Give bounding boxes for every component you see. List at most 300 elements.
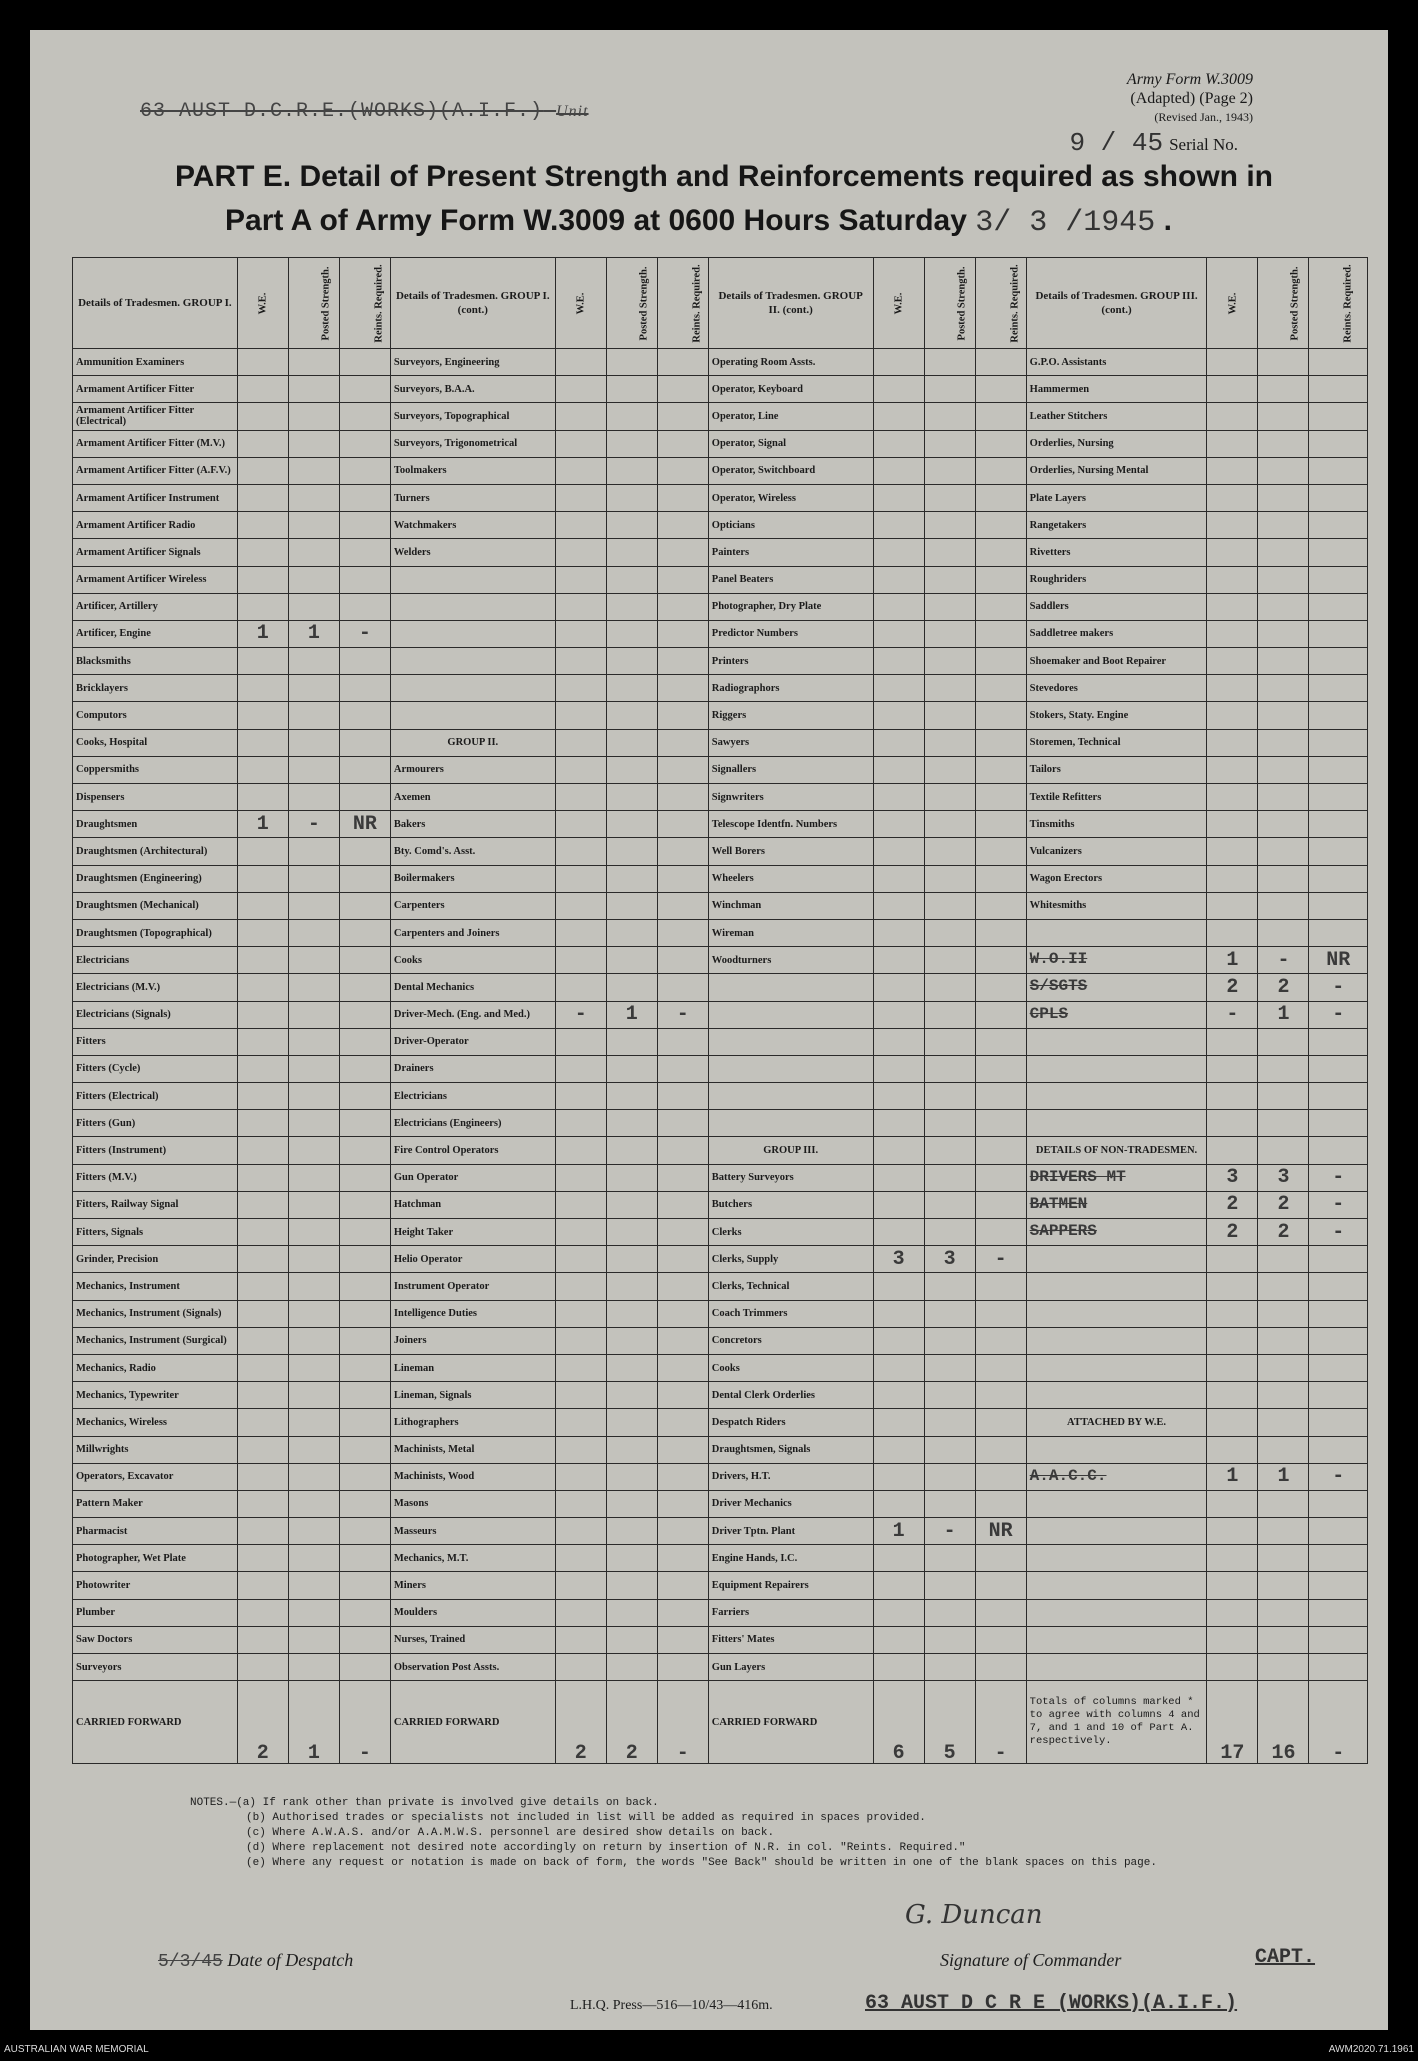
count-cell: [1258, 1246, 1309, 1273]
table-row: [73, 512, 1368, 539]
count-cell: [555, 892, 606, 919]
count-cell: [606, 539, 657, 566]
count-cell: [288, 1463, 339, 1490]
trade-name-cell: [73, 1246, 238, 1273]
count-cell: [1207, 620, 1258, 647]
count-cell: [606, 349, 657, 376]
trade-name: Lithographers: [393, 1416, 459, 1428]
count-cell: [606, 430, 657, 457]
form-number: Army Form W.3009: [1126, 71, 1253, 88]
count-cell: [657, 1572, 708, 1599]
trade-name-cell: [73, 1327, 238, 1354]
count-cell: [657, 1436, 708, 1463]
total-cell: 1: [288, 1681, 339, 1764]
count-cell: [288, 430, 339, 457]
count-cell: [657, 430, 708, 457]
trade-name-cell: [73, 1409, 238, 1436]
trade-name-cell: [708, 1382, 873, 1409]
count-cell: [555, 648, 606, 675]
trade-name: Nurses, Trained: [393, 1634, 466, 1646]
count-cell: [606, 1137, 657, 1164]
trade-name: Drivers, H.T.: [711, 1471, 771, 1483]
count-cell: [1207, 729, 1258, 756]
table-row: [73, 648, 1368, 675]
trade-name-cell: [1026, 1055, 1207, 1082]
trade-name: A.A.C.C.: [1029, 1466, 1107, 1485]
count-cell: [288, 1083, 339, 1110]
trade-name-cell: [708, 1028, 873, 1055]
count-cell: [237, 1001, 288, 1028]
trade-name-cell: [708, 566, 873, 593]
trade-name: Photowriter: [76, 1580, 131, 1592]
trade-name-cell: [1026, 1654, 1207, 1681]
totals-note: Totals of columns marked * to agree with columns 4 and 7, and 1 and 10 of Part A. respectively.: [1026, 1681, 1207, 1764]
count-cell: [288, 892, 339, 919]
trade-name-cell: [708, 1300, 873, 1327]
trade-name: DETAILS OF NON-TRADESMEN.: [1035, 1145, 1198, 1157]
trade-name-cell: [708, 1219, 873, 1246]
count-cell: [873, 1300, 924, 1327]
count-cell: [1207, 512, 1258, 539]
count-cell: [237, 512, 288, 539]
count-cell: [1258, 756, 1309, 783]
trade-name: Textile Refitters: [1029, 791, 1102, 803]
count-cell: [288, 648, 339, 675]
trade-name-cell: [708, 1110, 873, 1137]
trade-name-cell: [1026, 974, 1207, 1001]
count-cell: [1258, 566, 1309, 593]
count-cell: [1258, 784, 1309, 811]
trade-name-cell: [73, 1436, 238, 1463]
trade-name-cell: [390, 1083, 555, 1110]
count-cell: [924, 1327, 975, 1354]
count-cell: [555, 838, 606, 865]
form-reference: [1127, 70, 1253, 127]
count-cell: [237, 1382, 288, 1409]
header-we: [237, 258, 288, 349]
count-cell: [975, 403, 1026, 430]
trade-name-cell: [390, 349, 555, 376]
trade-name-cell: [73, 1382, 238, 1409]
table-row: [73, 1300, 1368, 1327]
count-cell: [657, 702, 708, 729]
count-cell: [1207, 1518, 1258, 1545]
count-cell: -: [288, 811, 339, 838]
count-cell: [1309, 403, 1368, 430]
count-cell: [924, 512, 975, 539]
trade-name: Intelligence Duties: [393, 1308, 478, 1320]
count-cell: [924, 1354, 975, 1381]
total-cell: 2: [606, 1681, 657, 1764]
count-cell: [339, 1191, 390, 1218]
count-cell: [924, 1028, 975, 1055]
trade-name: Machinists, Metal: [393, 1444, 475, 1456]
count-cell: [1207, 1382, 1258, 1409]
count-cell: [1258, 1110, 1309, 1137]
count-cell: [873, 1382, 924, 1409]
count-cell: 1: [1258, 1463, 1309, 1490]
count-cell: [924, 1137, 975, 1164]
count-cell: [288, 702, 339, 729]
count-cell: [873, 1055, 924, 1082]
count-cell: [873, 566, 924, 593]
trade-name: Vulcanizers: [1029, 845, 1082, 857]
trade-name-cell: [1026, 1490, 1207, 1517]
count-cell: [606, 1545, 657, 1572]
count-cell: [339, 1463, 390, 1490]
trade-name-cell: [390, 1137, 555, 1164]
trade-name: Blacksmiths: [76, 655, 131, 667]
trade-name-cell: [1026, 729, 1207, 756]
count-cell: [237, 947, 288, 974]
trade-name-cell: [1026, 593, 1207, 620]
trade-name: Armament Artificer Wireless: [76, 574, 207, 586]
trade-name-cell: [708, 1137, 873, 1164]
trade-name-cell: [1026, 784, 1207, 811]
count-cell: [606, 1572, 657, 1599]
trade-name-cell: [708, 1409, 873, 1436]
count-cell: [657, 403, 708, 430]
trade-name-cell: [73, 403, 238, 430]
trade-name: Fitters, Railway Signal: [76, 1199, 179, 1211]
count-cell: [606, 593, 657, 620]
trade-name: Concretors: [711, 1335, 762, 1347]
trade-name: Bty. Comd's. Asst.: [393, 845, 476, 857]
trade-name: Armourers: [393, 764, 444, 776]
count-cell: [1258, 1055, 1309, 1082]
trade-name-cell: [708, 1055, 873, 1082]
count-cell: [555, 1463, 606, 1490]
header-posted: [924, 258, 975, 349]
count-cell: [339, 1599, 390, 1626]
count-cell: 1: [237, 620, 288, 647]
trade-name-cell: [1026, 1083, 1207, 1110]
trade-name: Predictor Numbers: [711, 628, 799, 640]
count-cell: [873, 1463, 924, 1490]
table-row: [73, 838, 1368, 865]
count-cell: [606, 974, 657, 1001]
trade-name: Wheelers: [711, 873, 754, 885]
trade-name-cell: [1026, 1518, 1207, 1545]
trade-name: Artificer, Engine: [76, 628, 151, 640]
count-cell: [1309, 430, 1368, 457]
count-cell: [1309, 1436, 1368, 1463]
trade-name-cell: [73, 484, 238, 511]
count-cell: [237, 974, 288, 1001]
count-cell: [657, 1083, 708, 1110]
total-cell: 16: [1258, 1681, 1309, 1764]
count-cell: [555, 593, 606, 620]
trade-name-cell: [708, 919, 873, 946]
count-cell: [1207, 376, 1258, 403]
trade-name-cell: [1026, 1273, 1207, 1300]
table-row: [73, 1545, 1368, 1572]
table-row: [73, 865, 1368, 892]
trade-name: Cooks: [393, 954, 422, 966]
trade-name-cell: [73, 566, 238, 593]
count-cell: [924, 1382, 975, 1409]
count-cell: [924, 1490, 975, 1517]
trade-name: Surveyors, Topographical: [393, 410, 510, 422]
count-cell: -: [1309, 1463, 1368, 1490]
header-group1-cont: Details of Tradesmen. GROUP I. (cont.): [390, 258, 555, 349]
table-row: [73, 1001, 1368, 1028]
trade-name: Operator, Keyboard: [711, 383, 803, 395]
table-row: [73, 1599, 1368, 1626]
count-cell: [1309, 729, 1368, 756]
trade-name-cell: [73, 648, 238, 675]
count-cell: [873, 1626, 924, 1653]
count-cell: [975, 1490, 1026, 1517]
count-cell: [237, 1654, 288, 1681]
trade-name: Whitesmiths: [1029, 900, 1087, 912]
count-cell: [339, 1083, 390, 1110]
header-reints: [1309, 258, 1368, 349]
count-cell: [339, 403, 390, 430]
count-cell: [657, 974, 708, 1001]
count-cell: [975, 1055, 1026, 1082]
count-cell: [873, 838, 924, 865]
count-cell: [873, 1110, 924, 1137]
trade-name-cell: [708, 484, 873, 511]
count-cell: [975, 620, 1026, 647]
trade-name: Tinsmiths: [1029, 818, 1075, 830]
count-cell: [1258, 1273, 1309, 1300]
count-cell: [975, 729, 1026, 756]
trade-name: Height Taker: [393, 1226, 454, 1238]
trade-name: Masons: [393, 1498, 429, 1510]
count-cell: [606, 784, 657, 811]
header-we-text: W.E.: [575, 292, 587, 315]
count-cell: 2: [1258, 974, 1309, 1001]
form-adapted: (Adapted) (Page 2): [1130, 90, 1253, 107]
trade-name-cell: [390, 1354, 555, 1381]
trade-name: Pattern Maker: [76, 1498, 143, 1510]
trade-name: Armament Artificer Fitter: [76, 383, 195, 395]
carried-forward-label: CARRIED FORWARD: [390, 1681, 555, 1764]
trade-name-cell: [73, 1300, 238, 1327]
count-cell: [873, 403, 924, 430]
trade-name: Telescope Identfn. Numbers: [711, 818, 838, 830]
count-cell: [975, 593, 1026, 620]
trade-name-cell: [390, 376, 555, 403]
count-cell: [606, 457, 657, 484]
count-cell: [555, 539, 606, 566]
count-cell: [555, 403, 606, 430]
count-cell: [237, 349, 288, 376]
table-row: [73, 974, 1368, 1001]
count-cell: [288, 947, 339, 974]
count-cell: [975, 1572, 1026, 1599]
typed-unit-text: 63 AUST D.C.R.E.(WORKS)(A.I.F.): [140, 100, 544, 123]
table-row: [73, 756, 1368, 783]
count-cell: [873, 756, 924, 783]
count-cell: [606, 376, 657, 403]
trade-name-cell: [708, 1083, 873, 1110]
count-cell: [873, 784, 924, 811]
count-cell: [237, 756, 288, 783]
trade-name-cell: [708, 756, 873, 783]
count-cell: [924, 1083, 975, 1110]
trade-name: Electricians (M.V.): [76, 981, 161, 993]
count-cell: [1207, 566, 1258, 593]
commander-rank: CAPT.: [1255, 1946, 1316, 1969]
trade-name-cell: [708, 1654, 873, 1681]
trade-name-cell: [1026, 756, 1207, 783]
trade-name-cell: [73, 919, 238, 946]
count-cell: [975, 1599, 1026, 1626]
count-cell: [1258, 1382, 1309, 1409]
count-cell: [975, 865, 1026, 892]
count-cell: [1207, 403, 1258, 430]
trade-name-cell: [73, 974, 238, 1001]
count-cell: [1258, 702, 1309, 729]
header-posted: [606, 258, 657, 349]
trade-name-cell: [708, 702, 873, 729]
header-reints-text: Reints. Required.: [1009, 264, 1021, 343]
trade-name-cell: [73, 784, 238, 811]
trade-name: Draughtsmen (Topographical): [76, 927, 212, 939]
trade-name: Cooks: [711, 1362, 740, 1374]
table-row: [73, 1219, 1368, 1246]
count-cell: [555, 756, 606, 783]
count-cell: [975, 811, 1026, 838]
count-cell: [339, 1028, 390, 1055]
count-cell: [924, 947, 975, 974]
count-cell: [1309, 1490, 1368, 1517]
note-c: (c) Where A.W.A.S. and/or A.A.M.W.S. personnel are desired show details on back.: [246, 1827, 775, 1839]
count-cell: [339, 1219, 390, 1246]
count-cell: [1207, 919, 1258, 946]
count-cell: [1309, 675, 1368, 702]
trade-name-cell: [708, 1436, 873, 1463]
trade-name: Well Borers: [711, 845, 765, 857]
count-cell: [339, 1545, 390, 1572]
table-row: [73, 1137, 1368, 1164]
trade-name: Surveyors, Trigonometrical: [393, 438, 518, 450]
trade-name: Fitters: [76, 1036, 106, 1048]
trade-name: Panel Beaters: [711, 574, 774, 586]
trade-name: Photographer, Wet Plate: [76, 1552, 186, 1564]
count-cell: [873, 457, 924, 484]
count-cell: [924, 1436, 975, 1463]
count-cell: -: [1309, 1219, 1368, 1246]
trade-name-cell: [1026, 1327, 1207, 1354]
trade-name: Surveyors, Engineering: [393, 356, 500, 368]
count-cell: [555, 1246, 606, 1273]
trade-name: Draughtsmen: [76, 818, 138, 830]
count-cell: [1258, 1083, 1309, 1110]
count-cell: [1309, 1382, 1368, 1409]
trade-name: W.O.II: [1029, 950, 1088, 969]
trade-name-cell: [708, 1518, 873, 1545]
trade-name: Surveyors, B.A.A.: [393, 383, 475, 395]
count-cell: [606, 1654, 657, 1681]
count-cell: [924, 974, 975, 1001]
trade-name-cell: [390, 1110, 555, 1137]
count-cell: NR: [1309, 947, 1368, 974]
trade-name-cell: [708, 539, 873, 566]
count-cell: [975, 1545, 1026, 1572]
trade-name: Saddletree makers: [1029, 628, 1114, 640]
trade-name-cell: [73, 620, 238, 647]
count-cell: [873, 1191, 924, 1218]
trade-name-cell: [1026, 1137, 1207, 1164]
count-cell: [555, 1354, 606, 1381]
trade-name-cell: [708, 1626, 873, 1653]
count-cell: [924, 756, 975, 783]
header-reints-text: Reints. Required.: [1343, 264, 1355, 343]
trade-name-cell: [1026, 865, 1207, 892]
trade-name-cell: [708, 1354, 873, 1381]
count-cell: [657, 1055, 708, 1082]
trade-name: Wireman: [711, 927, 754, 939]
trade-name-cell: [708, 1191, 873, 1218]
trade-name-cell: [1026, 1191, 1207, 1218]
trade-name-cell: [73, 1545, 238, 1572]
trade-name: Winchman: [711, 900, 762, 912]
note-a: NOTES.—(a) If rank other than private is involved give details on back.: [190, 1797, 659, 1809]
count-cell: [555, 1110, 606, 1137]
count-cell: [339, 675, 390, 702]
count-cell: [975, 539, 1026, 566]
count-cell: -: [1309, 1191, 1368, 1218]
count-cell: [1309, 865, 1368, 892]
trade-name-cell: [73, 1028, 238, 1055]
count-cell: [1309, 512, 1368, 539]
trade-name: Operator, Switchboard: [711, 465, 816, 477]
trade-name: Toolmakers: [393, 465, 447, 477]
trade-name: Tailors: [1029, 764, 1061, 776]
count-cell: [606, 892, 657, 919]
trade-name: Plate Layers: [1029, 492, 1086, 504]
count-cell: [606, 1382, 657, 1409]
trade-name: Fitters (Gun): [76, 1117, 136, 1129]
count-cell: [237, 675, 288, 702]
count-cell: [1258, 1626, 1309, 1653]
title-line-2-text: Part A of Army Form W.3009 at 0600 Hours Saturday: [225, 204, 967, 237]
trade-name: Artificer, Artillery: [76, 601, 158, 613]
table-row: [73, 1572, 1368, 1599]
count-cell: [1309, 1028, 1368, 1055]
count-cell: [975, 919, 1026, 946]
count-cell: [657, 1137, 708, 1164]
trade-name: Fire Control Operators: [393, 1145, 499, 1157]
trade-name-cell: [1026, 1572, 1207, 1599]
count-cell: [339, 756, 390, 783]
count-cell: [237, 457, 288, 484]
count-cell: [924, 1654, 975, 1681]
total-cell: 2: [237, 1681, 288, 1764]
trade-name-cell: [73, 349, 238, 376]
table-row: [73, 620, 1368, 647]
count-cell: [1207, 1246, 1258, 1273]
count-cell: [1258, 349, 1309, 376]
count-cell: [237, 1110, 288, 1137]
count-cell: [606, 1110, 657, 1137]
count-cell: [288, 1001, 339, 1028]
count-cell: [237, 1083, 288, 1110]
trade-name-cell: [73, 376, 238, 403]
count-cell: [1258, 1545, 1309, 1572]
count-cell: [657, 1110, 708, 1137]
trade-name-cell: [73, 539, 238, 566]
count-cell: [924, 403, 975, 430]
count-cell: [1207, 892, 1258, 919]
count-cell: [237, 1545, 288, 1572]
count-cell: [1309, 1545, 1368, 1572]
count-cell: [975, 947, 1026, 974]
